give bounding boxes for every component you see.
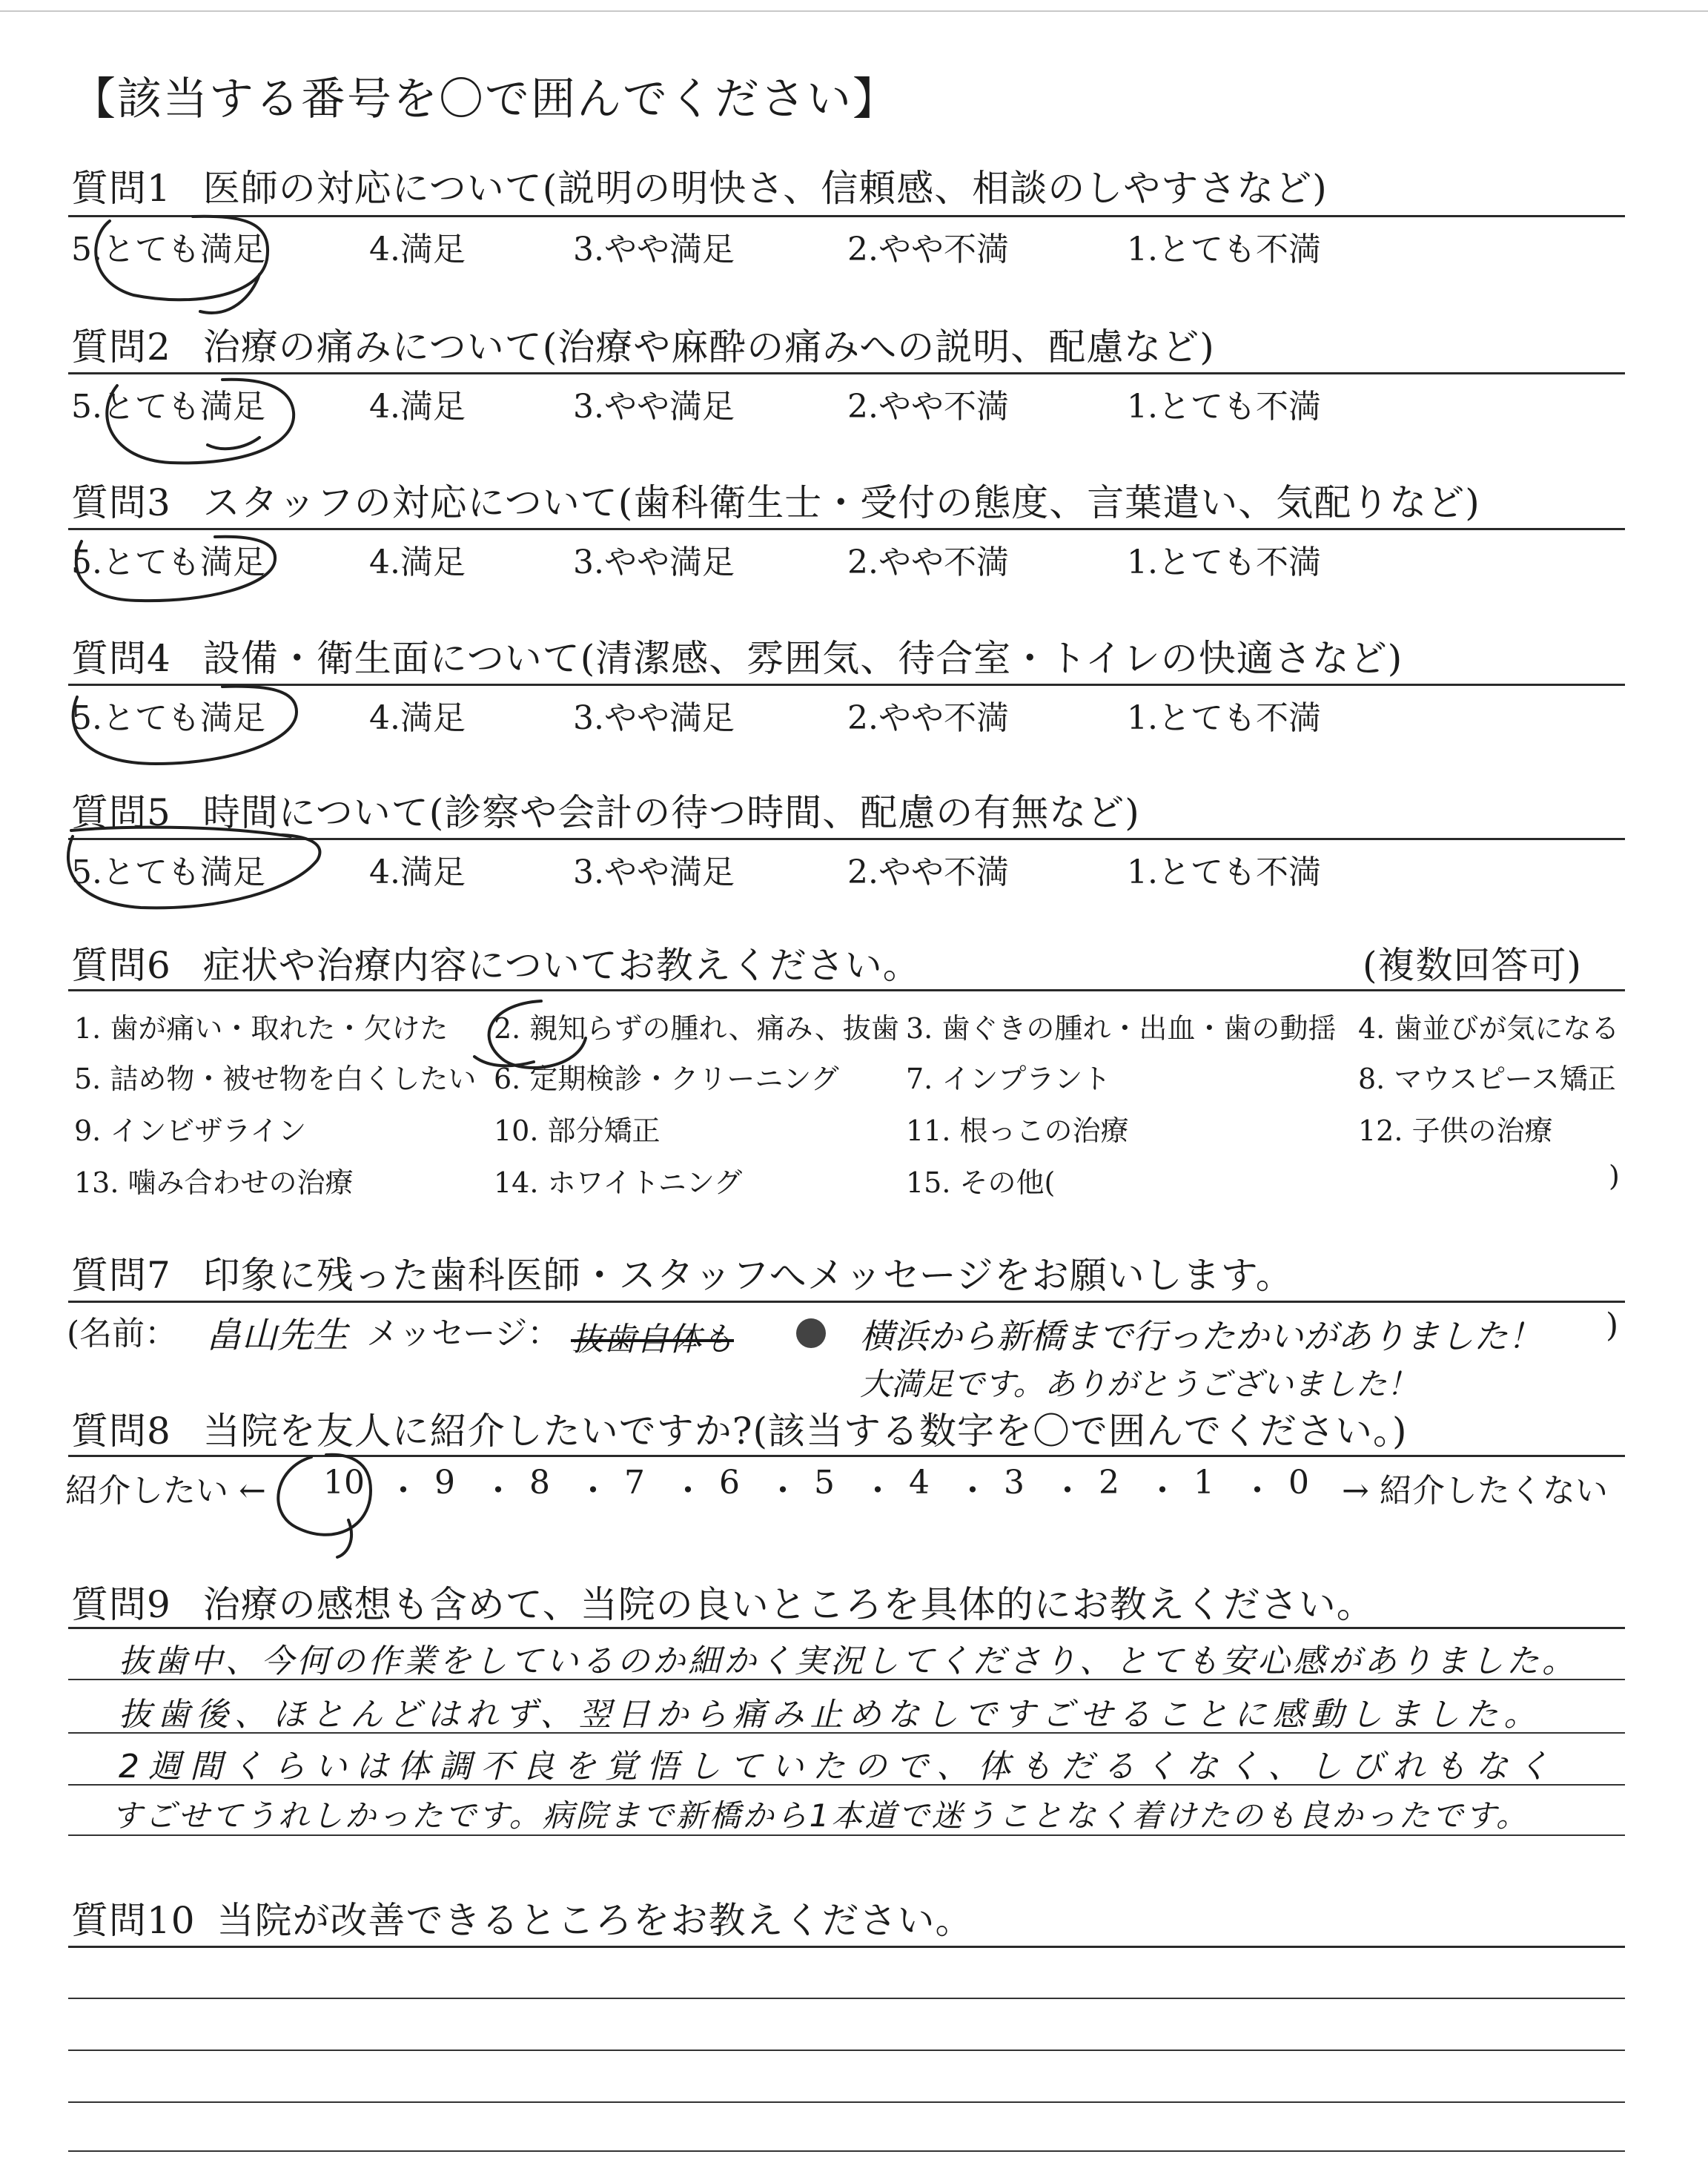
question-10-rule [68, 1946, 1625, 1948]
q2-option-1[interactable]: 1.とても不満 [1127, 388, 1321, 426]
q6-option-4[interactable]: 4. 歯並びが気になる [1358, 1012, 1620, 1045]
q8-sep: ・ [1241, 1472, 1274, 1510]
question-4-label: 質問4 [71, 637, 171, 680]
q10-answer-line[interactable] [68, 1998, 1625, 1999]
q7-name-handwritten[interactable]: 畠山先生 [206, 1315, 349, 1356]
question-2-rule [68, 372, 1625, 374]
q6-option-9[interactable]: 9. インビザライン [74, 1114, 307, 1147]
q2-option-3[interactable]: 3.やや満足 [573, 388, 735, 426]
question-2 [71, 317, 1215, 371]
question-10-label: 質問10 [71, 1899, 196, 1942]
q8-scale-1[interactable]: 1 [1194, 1464, 1214, 1502]
q8-sep: ・ [482, 1472, 514, 1510]
q3-option-2[interactable]: 2.やや不満 [847, 544, 1009, 581]
question-9-text: 治療の感想も含めて、当院の良いところを具体的にお教えください。 [202, 1583, 1374, 1626]
q4-option-3[interactable]: 3.やや満足 [573, 699, 735, 737]
question-2-text: 治療の痛みについて(治療や麻酔の痛みへの説明、配慮など) [202, 326, 1215, 369]
question-5 [71, 783, 1140, 836]
q6-option-13[interactable]: 13. 噛み合わせの治療 [74, 1166, 354, 1199]
question-1 [71, 159, 1328, 212]
q3-option-3[interactable]: 3.やや満足 [573, 544, 735, 581]
q8-scale-7[interactable]: 7 [624, 1464, 645, 1502]
q7-message-struck: 抜歯自体も [571, 1321, 734, 1358]
q6-option-11[interactable]: 11. 根っこの治療 [906, 1114, 1129, 1147]
q4-option-4[interactable]: 4.満足 [369, 699, 466, 737]
q2-option-4[interactable]: 4.満足 [369, 388, 466, 426]
question-1-text: 医師の対応について(説明の明快さ、信頼感、相談のしやすさなど) [202, 167, 1328, 210]
question-5-text: 時間について(診察や会計の待つ時間、配慮の有無など) [202, 791, 1140, 834]
q3-option-5[interactable]: 5.とても満足 [71, 544, 265, 581]
q4-option-1[interactable]: 1.とても不満 [1127, 699, 1321, 737]
q5-option-5[interactable]: 5.とても満足 [71, 853, 265, 891]
q7-message-line-2[interactable]: 大満足です。ありがとうございました！ [860, 1366, 1418, 1402]
q8-scale-8[interactable]: 8 [529, 1464, 550, 1502]
q6-option-7[interactable]: 7. インプラント [906, 1063, 1111, 1095]
q6-option-3[interactable]: 3. 歯ぐきの腫れ・出血・歯の動揺 [906, 1012, 1337, 1045]
question-8-rule [68, 1455, 1625, 1457]
q5-option-4[interactable]: 4.満足 [369, 853, 466, 891]
q8-scale-3[interactable]: 3 [1004, 1464, 1025, 1502]
q6-option-14[interactable]: 14. ホワイトニング [494, 1166, 743, 1199]
q8-sep: ・ [956, 1472, 989, 1510]
question-10 [71, 1891, 973, 1944]
q5-option-2[interactable]: 2.やや不満 [847, 853, 1009, 891]
scan-edge [0, 10, 1708, 12]
question-1-rule [68, 215, 1625, 217]
q5-option-3[interactable]: 3.やや満足 [573, 853, 735, 891]
q6-option-10[interactable]: 10. 部分矯正 [494, 1114, 661, 1147]
q3-option-1[interactable]: 1.とても不満 [1127, 544, 1321, 581]
q7-name-label: (名前： [67, 1315, 178, 1353]
q6-option-15-close: ) [1609, 1160, 1620, 1192]
question-6-label: 質問6 [71, 944, 171, 987]
q9-answer-line-1[interactable]: 抜歯中、今何の作業をしているのか細かく実況してくださり、とても安心感がありました。 [119, 1642, 1578, 1680]
question-7-label: 質問7 [71, 1254, 171, 1297]
question-3-rule [68, 528, 1625, 530]
scribble-mark-icon [796, 1318, 826, 1348]
question-3-text: スタッフの対応について(歯科衛生士・受付の態度、言葉遣い、気配りなど) [202, 481, 1480, 524]
q6-option-1[interactable]: 1. 歯が痛い・取れた・欠けた [74, 1012, 448, 1045]
q8-scale-5[interactable]: 5 [814, 1464, 835, 1502]
q10-answer-line[interactable] [68, 2050, 1625, 2051]
q1-option-1[interactable]: 1.とても不満 [1127, 231, 1321, 268]
q3-option-4[interactable]: 4.満足 [369, 544, 466, 581]
question-4 [71, 629, 1403, 682]
q8-sep: ・ [577, 1472, 609, 1510]
question-4-text: 設備・衛生面について(清潔感、雰囲気、待合室・トイレの快適さなど) [202, 637, 1403, 680]
question-9 [71, 1575, 1374, 1628]
question-10-text: 当院が改善できるところをお教えください。 [216, 1899, 973, 1942]
q6-option-6[interactable]: 6. 定期検診・クリーニング [494, 1063, 839, 1095]
question-9-rule [68, 1627, 1625, 1629]
question-1-label: 質問1 [71, 167, 171, 210]
q8-right-label: → 紹介したくない [1342, 1472, 1608, 1510]
q4-option-5[interactable]: 5.とても満足 [71, 699, 265, 737]
q6-option-15[interactable]: 15. その他( [906, 1166, 1056, 1199]
q8-scale-2[interactable]: 2 [1099, 1464, 1119, 1502]
question-7-rule [68, 1301, 1625, 1303]
question-2-label: 質問2 [71, 326, 171, 369]
question-9-label: 質問9 [71, 1583, 171, 1626]
question-6-note: (複数回答可) [1363, 944, 1583, 987]
q1-option-2[interactable]: 2.やや不満 [847, 231, 1009, 268]
q10-answer-line[interactable] [68, 2150, 1625, 2152]
q1-option-4[interactable]: 4.満足 [369, 231, 466, 268]
question-3 [71, 473, 1480, 526]
question-4-rule [68, 684, 1625, 686]
q8-sep: ・ [1051, 1472, 1084, 1510]
question-8 [71, 1401, 1408, 1455]
q1-option-3[interactable]: 3.やや満足 [573, 231, 735, 268]
question-5-label: 質問5 [71, 791, 171, 834]
q8-scale-10[interactable]: 10 [323, 1464, 365, 1502]
q5-option-1[interactable]: 1.とても不満 [1127, 853, 1321, 891]
q8-scale-9[interactable]: 9 [434, 1464, 455, 1502]
question-8-label: 質問8 [71, 1410, 171, 1453]
q6-option-2[interactable]: 2. 親知らずの腫れ、痛み、抜歯 [494, 1012, 899, 1045]
question-7 [71, 1246, 1294, 1299]
question-8-text: 当院を友人に紹介したいですか?(該当する数字を〇で囲んでください。) [202, 1410, 1408, 1453]
q8-scale-0[interactable]: 0 [1288, 1464, 1309, 1502]
q8-sep: ・ [672, 1472, 704, 1510]
question-6-rule [68, 989, 1625, 991]
q7-close-paren: ) [1606, 1307, 1619, 1344]
q8-scale-4[interactable]: 4 [909, 1464, 930, 1502]
q8-sep: ・ [1146, 1472, 1179, 1510]
q2-option-2[interactable]: 2.やや不満 [847, 388, 1009, 426]
q6-option-8[interactable]: 8. マウスピース矯正 [1358, 1063, 1616, 1095]
q7-message-label: メッセージ： [366, 1315, 560, 1353]
q9-answer-line-4[interactable]: すごせてうれしかったです。病院まで新橋から1本道で迷うことなく着けたのも良かったです。 [111, 1797, 1530, 1834]
q1-option-5[interactable]: 5.とても満足 [71, 231, 265, 268]
q8-sep: ・ [861, 1472, 894, 1510]
question-6 [71, 936, 921, 989]
q8-sep: ・ [387, 1472, 420, 1510]
q4-option-2[interactable]: 2.やや不満 [847, 699, 1009, 737]
q9-answer-line-2[interactable]: 抜歯後、ほとんどはれず、翌日から痛み止めなしですごせることに感動しました。 [119, 1696, 1543, 1734]
question-6-text: 症状や治療内容についてお教えください。 [202, 944, 921, 987]
q8-left-label: 紹介したい ← [65, 1472, 266, 1510]
q6-option-5[interactable]: 5. 詰め物・被せ物を白くしたい [74, 1063, 477, 1095]
q2-option-5[interactable]: 5.とても満足 [71, 388, 265, 426]
q7-message-line-1[interactable]: 横浜から新橋まで行ったかいがありました！ [860, 1316, 1542, 1356]
question-7-text: 印象に残った歯科医師・スタッフへメッセージをお願いします。 [202, 1254, 1294, 1297]
q8-sep: ・ [767, 1472, 799, 1510]
q8-scale-6[interactable]: 6 [719, 1464, 740, 1502]
q9-answer-line-3[interactable]: 2週間くらいは体調不良を覚悟していたので、体もだるくなく、しびれもなく [119, 1748, 1559, 1786]
q10-answer-line[interactable] [68, 2101, 1625, 2103]
page-title: 【該当する番号を〇で囲んでください】 [71, 73, 898, 125]
question-3-label: 質問3 [71, 481, 171, 524]
q6-option-12[interactable]: 12. 子供の治療 [1358, 1114, 1553, 1147]
question-5-rule [68, 838, 1625, 840]
